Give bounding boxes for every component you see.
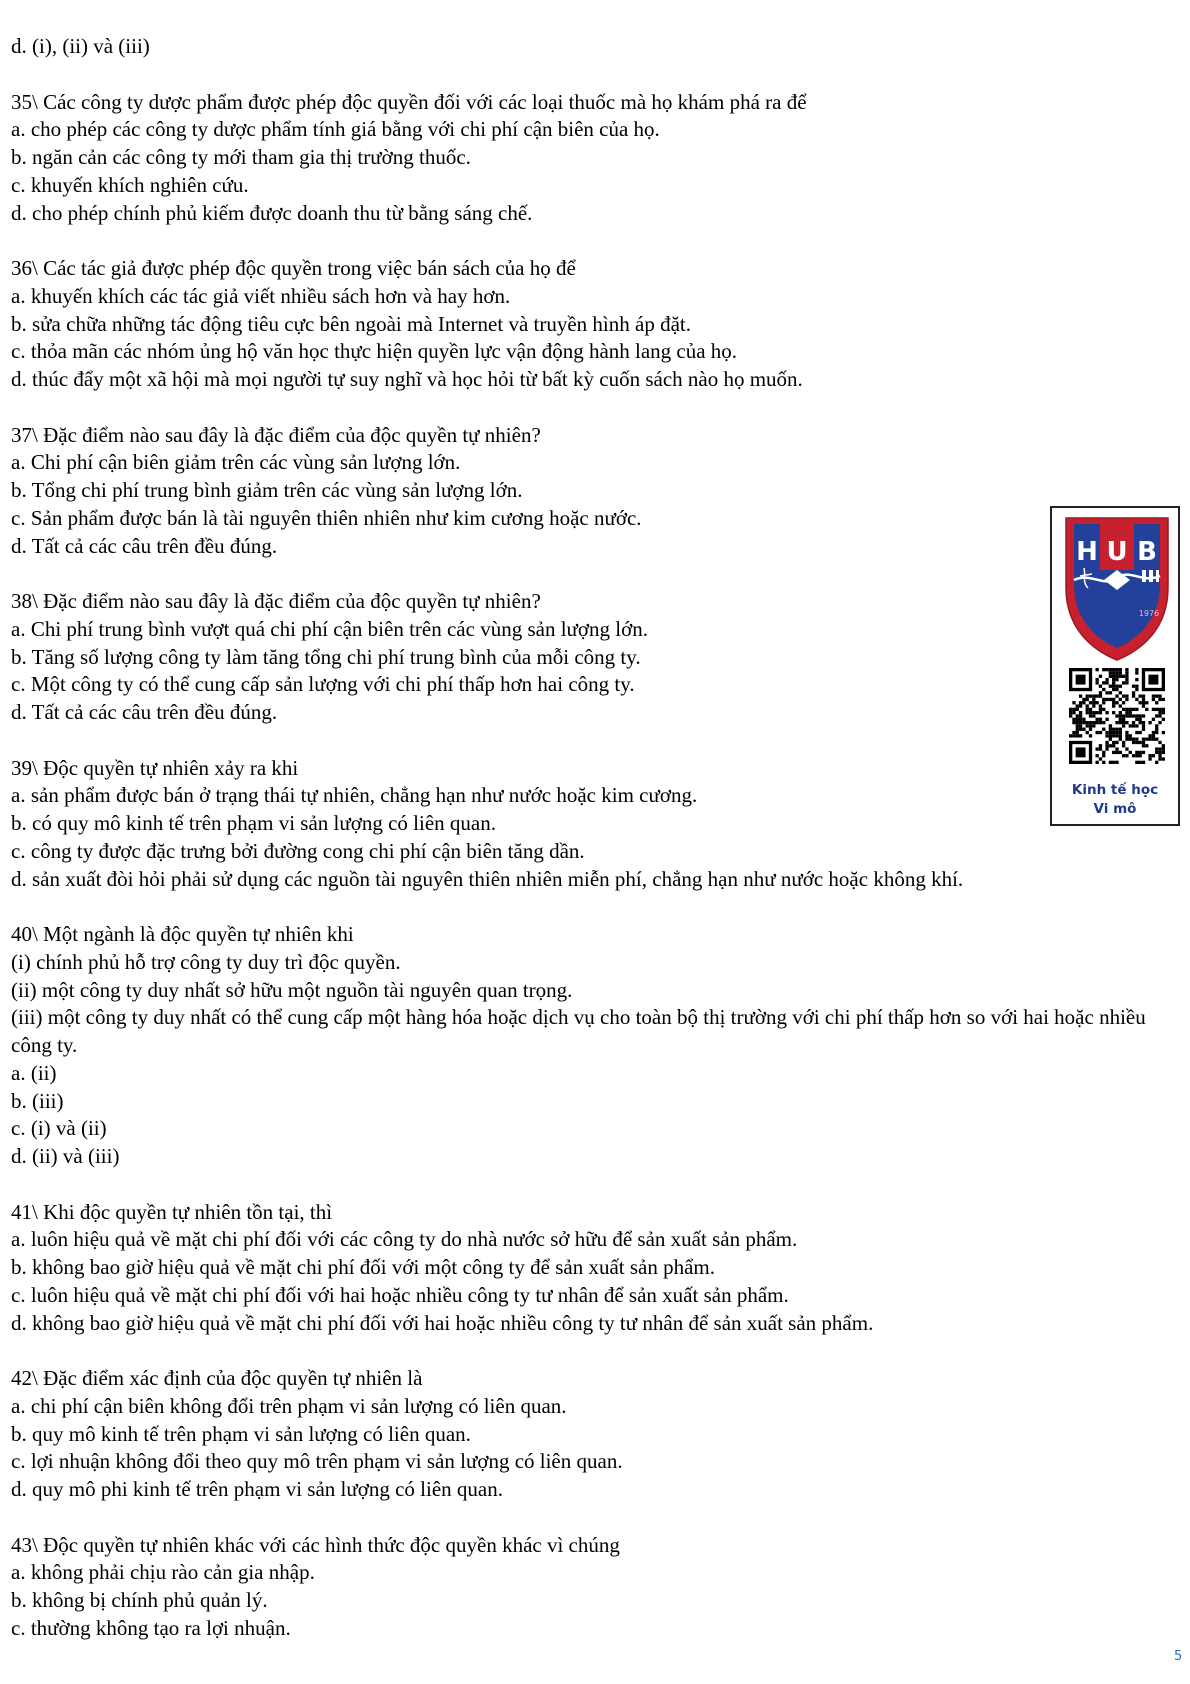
blank-line — [11, 394, 1181, 422]
text-line: a. Chi phí cận biên giảm trên các vùng sản lượng lớn. — [11, 450, 461, 475]
qr-code — [1069, 668, 1165, 764]
blank-line — [11, 1504, 1181, 1532]
text-line: d. sản xuất đòi hỏi phải sử dụng các nguồn tài nguyên thiên nhiên miễn phí, chẳng hạn như nước hoặc không khí. — [11, 866, 964, 891]
blank-line — [11, 560, 1181, 588]
text-line: d. thúc đẩy một xã hội mà mọi người tự suy nghĩ và học hỏi từ bất kỳ cuốn sách nào họ muốn. — [11, 367, 803, 391]
badge-title-line2: Vi mô — [1093, 801, 1137, 817]
text-line: b. có quy mô kinh tế trên phạm vi sản lượng có liên quan. — [11, 811, 496, 835]
text-line: c. thường không tạo ra lợi nhuận. — [11, 1615, 291, 1640]
text-line: d. (ii) và (iii) — [11, 1144, 120, 1168]
text-line: a. (ii) — [11, 1060, 57, 1085]
text-line: c. thỏa mãn các nhóm ủng hộ văn học thực hiện quyền lực vận động hành lang của họ. — [11, 339, 738, 364]
hub-badge — [1050, 506, 1180, 826]
text-line: (ii) một công ty duy nhất sở hữu một nguồn tài nguyên quan trọng. — [11, 977, 573, 1002]
logo-letter-u: U — [1106, 537, 1128, 567]
text-line: 42\ Đặc điểm xác định của độc quyền tự nhiên là — [11, 1366, 423, 1390]
text-line: d. cho phép chính phủ kiếm được doanh thu từ bằng sáng chế. — [11, 200, 533, 225]
text-line: b. sửa chữa những tác động tiêu cực bên ngoài mà Internet và truyền hình áp đặt. — [11, 311, 691, 336]
text-line: c. (i) và (ii) — [11, 1116, 107, 1141]
text-line: c. công ty được đặc trưng bởi đường cong chi phí cận biên tăng dần. — [11, 838, 585, 863]
text-line: b. Tăng số lượng công ty làm tăng tổng chi phí trung bình của mỗi công ty. — [11, 644, 641, 669]
text-line: 37\ Đặc điểm nào sau đây là đặc điểm của độc quyền tự nhiên? — [11, 422, 541, 447]
text-line: d. (i), (ii) và (iii) — [11, 34, 150, 58]
hub-shield-logo — [1062, 514, 1172, 664]
text-line: c. Một công ty có thể cung cấp sản lượng với chi phí thấp hơn hai công ty. — [11, 672, 635, 697]
text-line: d. Tất cả các câu trên đều đúng. — [11, 533, 278, 558]
logo-letter-b: B — [1137, 537, 1157, 567]
text-line: 41\ Khi độc quyền tự nhiên tồn tại, thì — [11, 1199, 333, 1224]
text-line: a. Chi phí trung bình vượt quá chi phí cận biên trên các vùng sản lượng lớn. — [11, 616, 648, 641]
text-line: a. sản phẩm được bán ở trạng thái tự nhiên, chẳng hạn như nước hoặc kim cương. — [11, 783, 698, 808]
text-line: a. khuyến khích các tác giả viết nhiều sách hơn và hay hơn. — [11, 283, 511, 308]
text-line: b. ngăn cản các công ty mới tham gia thị trường thuốc. — [11, 145, 471, 169]
text-line: b. (iii) — [11, 1088, 64, 1113]
text-line: a. cho phép các công ty dược phẩm tính giá bằng với chi phí cận biên của họ. — [11, 117, 660, 142]
text-line: 40\ Một ngành là độc quyền tự nhiên khi — [11, 922, 354, 946]
text-line: (i) chính phủ hỗ trợ công ty duy trì độc quyền. — [11, 949, 401, 974]
document-body — [11, 33, 1181, 1643]
text-line: b. không bị chính phủ quản lý. — [11, 1588, 268, 1612]
text-line: 36\ Các tác giả được phép độc quyền trong việc bán sách của họ để — [11, 256, 576, 280]
text-line: d. không bao giờ hiệu quả về mặt chi phí đối với hai hoặc nhiều công ty tư nhân để sản xuất sản phẩm. — [11, 1310, 874, 1335]
text-line: b. không bao giờ hiệu quả về mặt chi phí đối với một công ty để sản xuất sản phẩm. — [11, 1255, 716, 1279]
text-line: b. Tổng chi phí trung bình giảm trên các vùng sản lượng lớn. — [11, 478, 523, 502]
text-line: c. lợi nhuận không đổi theo quy mô trên phạm vi sản lượng có liên quan. — [11, 1449, 623, 1474]
page-number: 5 — [1174, 1649, 1183, 1664]
blank-line — [11, 893, 1181, 921]
blank-line — [11, 727, 1181, 755]
text-line: b. quy mô kinh tế trên phạm vi sản lượng có liên quan. — [11, 1421, 471, 1446]
text-line: 35\ Các công ty dược phẩm được phép độc quyền đối với các loại thuốc mà họ khám phá ra để — [11, 89, 807, 114]
text-line: 43\ Độc quyền tự nhiên khác với các hình thức độc quyền khác vì chúng — [11, 1532, 620, 1557]
logo-letter-h: H — [1076, 537, 1098, 567]
text-line: a. luôn hiệu quả về mặt chi phí đối với các công ty do nhà nước sở hữu để sản xuất sản phẩm. — [11, 1227, 798, 1252]
blank-line — [11, 61, 1181, 89]
text-line: c. Sản phẩm được bán là tài nguyên thiên nhiên như kim cương hoặc nước. — [11, 505, 642, 530]
text-line: d. quy mô phi kinh tế trên phạm vi sản lượng có liên quan. — [11, 1477, 503, 1501]
text-line: 39\ Độc quyền tự nhiên xảy ra khi — [11, 755, 299, 780]
text-line: a. không phải chịu rào cản gia nhập. — [11, 1560, 315, 1585]
text-line: (iii) một công ty duy nhất có thể cung cấp một hàng hóa hoặc dịch vụ cho toàn bộ thị trường với chi phí thấp hơn so với hai hoặc nhiều công ty. — [11, 1005, 1146, 1057]
text-line: c. luôn hiệu quả về mặt chi phí đối với hai hoặc nhiều công ty tư nhân để sản xuất sản phẩm. — [11, 1282, 789, 1307]
text-line: c. khuyến khích nghiên cứu. — [11, 172, 249, 197]
text-line: 38\ Đặc điểm nào sau đây là đặc điểm của độc quyền tự nhiên? — [11, 589, 541, 613]
text-line: d. Tất cả các câu trên đều đúng. — [11, 700, 278, 724]
badge-title-line1: Kinh tế học — [1071, 782, 1159, 798]
text-line: a. chi phí cận biên không đổi trên phạm vi sản lượng có liên quan. — [11, 1393, 567, 1418]
blank-line — [11, 1337, 1181, 1365]
blank-line — [11, 1171, 1181, 1199]
logo-year: 1976 — [1138, 609, 1160, 618]
blank-line — [11, 227, 1181, 255]
